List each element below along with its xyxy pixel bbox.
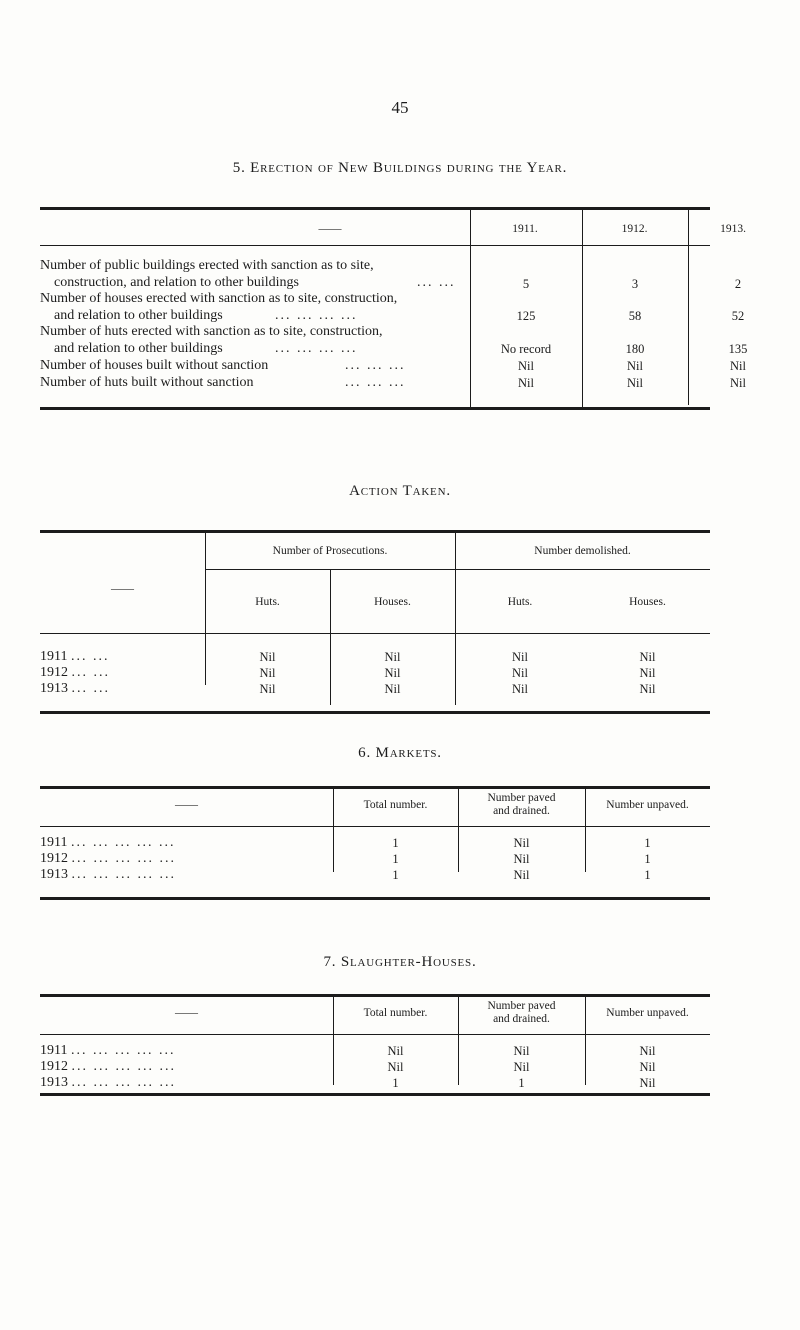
markets-1912-total: 1 <box>392 852 399 866</box>
slaughter-row-1912-year: 1912 <box>40 1059 68 1074</box>
markets-1911-paved: Nil <box>513 836 530 850</box>
slaughter-1911-paved: Nil <box>513 1044 530 1058</box>
buildings-row-public-l1: Number of public buildings erected with sanction as to site, <box>40 258 374 273</box>
markets-title: 6. Markets. <box>358 745 442 761</box>
markets-1913-total: 1 <box>392 868 399 882</box>
slaughter-header-rule <box>40 1034 710 1035</box>
markets-1911-total: 1 <box>392 836 399 850</box>
markets-header-total: Total number. <box>363 799 428 811</box>
slaughter-1913-paved: 1 <box>518 1076 525 1090</box>
slaughter-1913-unpaved: Nil <box>639 1076 656 1090</box>
markets-row-1912-dots: ... ... ... ... ... <box>71 851 176 866</box>
markets-header-paved-l2: and drained. <box>493 805 550 817</box>
slaughter-row-1912-label <box>40 1059 176 1075</box>
action-row-1912-year: 1912 <box>40 665 68 680</box>
buildings-row-houses-l1: Number of houses erected with sanction as to site, construction, <box>40 291 398 306</box>
action-1912-prosecutions-huts: Nil <box>259 666 276 680</box>
action-dash: —— <box>111 583 134 595</box>
action-sub-huts-2: Huts. <box>507 596 533 608</box>
slaughter-row-1911-label <box>40 1043 175 1059</box>
buildings-unsanctioned-huts-1913: Nil <box>730 376 746 390</box>
buildings-unsanctioned-houses-1911: Nil <box>518 359 534 373</box>
buildings-row-houses-l2-text: and relation to other buildings <box>54 308 223 323</box>
action-row-1912-label <box>40 665 110 681</box>
buildings-huts-1911: No record <box>500 342 552 356</box>
slaughter-dash: —— <box>175 1007 198 1019</box>
buildings-unsanctioned-huts-1911: Nil <box>518 376 534 390</box>
action-1913-prosecutions-houses: Nil <box>384 682 401 696</box>
action-1913-demolished-huts: Nil <box>512 682 528 696</box>
buildings-row-unsanctioned-houses <box>40 358 406 374</box>
markets-top-rule <box>40 786 710 789</box>
action-row-1913-label <box>40 681 110 697</box>
buildings-row-unsanctioned-huts <box>40 375 406 391</box>
action-row-1913-year: 1913 <box>40 681 68 696</box>
slaughter-1911-unpaved: Nil <box>639 1044 656 1058</box>
action-bottom-rule <box>40 711 710 714</box>
buildings-header-rule-left <box>40 245 470 246</box>
page-number: 45 <box>391 98 409 117</box>
markets-row-1913-label <box>40 867 176 883</box>
buildings-row-unsanctioned-houses-text: Number of houses built without sanction <box>40 358 269 373</box>
markets-header-unpaved: Number unpaved. <box>606 799 689 811</box>
buildings-unsanctioned-houses-1912: Nil <box>627 359 643 373</box>
action-row-1911-dots: ... ... <box>70 649 110 664</box>
buildings-huts-1913: 135 <box>728 342 748 356</box>
buildings-year-1912: 1912. <box>621 223 648 235</box>
buildings-houses-1913: 52 <box>731 309 745 323</box>
action-1912-demolished-houses: Nil <box>639 666 656 680</box>
slaughter-row-1913-year: 1913 <box>40 1075 68 1090</box>
slaughter-row-1911-dots: ... ... ... ... ... <box>70 1043 176 1058</box>
slaughter-header-unpaved: Number unpaved. <box>606 1007 689 1019</box>
buildings-row-houses-dots: ... ... ... ... <box>275 308 358 323</box>
buildings-row-huts-l2-text: and relation to other buildings <box>54 341 223 356</box>
buildings-row-houses-l2 <box>40 308 358 324</box>
buildings-unsanctioned-houses-1913: Nil <box>730 359 746 373</box>
action-title: Action Taken. <box>349 483 451 499</box>
buildings-row-huts-l2 <box>40 341 358 357</box>
markets-row-1911-label <box>40 835 175 851</box>
markets-1911-unpaved: 1 <box>644 836 651 850</box>
action-1911-demolished-huts: Nil <box>512 650 528 664</box>
action-sub-houses-1: Houses. <box>374 596 411 608</box>
buildings-public-1913: 2 <box>734 277 742 291</box>
buildings-huts-1912: 180 <box>625 342 645 356</box>
buildings-row-public-l2 <box>40 275 456 291</box>
action-group-rule <box>205 569 710 570</box>
buildings-houses-1912: 58 <box>628 309 642 323</box>
action-top-rule <box>40 530 710 533</box>
markets-1912-unpaved: 1 <box>644 852 651 866</box>
slaughter-header-paved-l1: Number paved <box>487 1000 556 1012</box>
buildings-row-public-dots: ... ... <box>417 275 456 290</box>
buildings-unsanctioned-huts-1912: Nil <box>627 376 643 390</box>
action-sub-houses-2: Houses. <box>629 596 666 608</box>
markets-row-1913-year: 1913 <box>40 867 68 882</box>
buildings-bottom-rule <box>40 407 710 410</box>
action-1911-demolished-houses: Nil <box>639 650 656 664</box>
slaughter-header-paved-l2: and drained. <box>493 1013 550 1025</box>
action-sub-huts-1: Huts. <box>255 596 280 608</box>
slaughter-bottom-rule <box>40 1093 710 1096</box>
action-1911-prosecutions-houses: Nil <box>384 650 401 664</box>
slaughter-header-total: Total number. <box>363 1007 428 1019</box>
markets-dash: —— <box>175 799 198 811</box>
markets-row-1912-label <box>40 851 176 867</box>
buildings-row-unsanctioned-huts-text: Number of huts built without sanction <box>40 375 254 390</box>
slaughter-row-1912-dots: ... ... ... ... ... <box>71 1059 176 1074</box>
buildings-year-1911: 1911. <box>512 223 538 235</box>
action-1912-prosecutions-houses: Nil <box>384 666 401 680</box>
action-row-1911-label <box>40 649 109 665</box>
markets-1913-unpaved: 1 <box>644 868 651 882</box>
action-row-1912-dots: ... ... <box>71 665 110 680</box>
buildings-dash: —— <box>318 223 342 235</box>
action-group-demolished: Number demolished. <box>534 545 631 557</box>
buildings-top-rule <box>40 207 710 210</box>
buildings-title: 5. Erection of New Buildings during the Year. <box>232 160 568 176</box>
action-group-prosecutions: Number of Prosecutions. <box>272 545 388 557</box>
markets-1913-paved: Nil <box>513 868 530 882</box>
action-1912-demolished-huts: Nil <box>512 666 528 680</box>
buildings-row-huts-l1: Number of huts erected with sanction as to site, construction, <box>40 324 383 339</box>
markets-row-1912-year: 1912 <box>40 851 68 866</box>
slaughter-title: 7. Slaughter-Houses. <box>323 954 477 970</box>
slaughter-1912-paved: Nil <box>513 1060 530 1074</box>
markets-row-1913-dots: ... ... ... ... ... <box>71 867 176 882</box>
action-row-1913-dots: ... ... <box>71 681 110 696</box>
markets-row-1911-dots: ... ... ... ... ... <box>70 835 176 850</box>
buildings-year-1913: 1913. <box>720 223 746 235</box>
buildings-row-unsanctioned-huts-dots: ... ... ... <box>345 375 406 390</box>
buildings-houses-1911: 125 <box>516 309 536 323</box>
slaughter-row-1911-year: 1911 <box>40 1043 68 1058</box>
slaughter-1913-total: 1 <box>392 1076 399 1090</box>
buildings-public-1911: 5 <box>522 277 530 291</box>
buildings-public-1912: 3 <box>631 277 639 291</box>
slaughter-top-rule <box>40 994 710 997</box>
action-header-rule <box>40 633 710 634</box>
slaughter-1911-total: Nil <box>387 1044 404 1058</box>
markets-row-1911-year: 1911 <box>40 835 68 850</box>
slaughter-row-1913-label <box>40 1075 176 1091</box>
buildings-header-rule-right <box>470 245 710 246</box>
buildings-row-huts-dots: ... ... ... ... <box>275 341 358 356</box>
action-1911-prosecutions-huts: Nil <box>259 650 276 664</box>
action-1913-prosecutions-huts: Nil <box>259 682 276 696</box>
markets-header-paved-l1: Number paved <box>487 792 556 804</box>
action-row-1911-year: 1911 <box>40 649 68 664</box>
buildings-row-public-l2-text: construction, and relation to other buildings <box>54 275 299 290</box>
action-1913-demolished-houses: Nil <box>639 682 656 696</box>
slaughter-row-1913-dots: ... ... ... ... ... <box>71 1075 176 1090</box>
markets-bottom-rule <box>40 897 710 900</box>
markets-header-rule <box>40 826 710 827</box>
markets-1912-paved: Nil <box>513 852 530 866</box>
slaughter-1912-unpaved: Nil <box>639 1060 656 1074</box>
slaughter-1912-total: Nil <box>387 1060 404 1074</box>
buildings-row-unsanctioned-houses-dots: ... ... ... <box>345 358 406 373</box>
